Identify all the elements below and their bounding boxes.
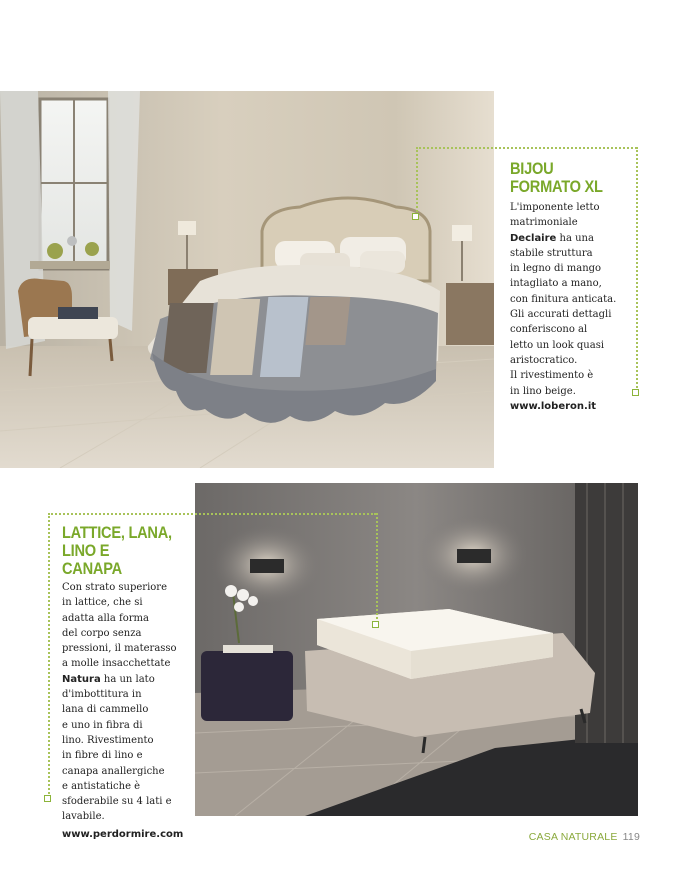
body-line: Il rivestimento è bbox=[510, 370, 594, 382]
page-footer bbox=[529, 831, 640, 843]
dotted-marker bbox=[412, 213, 419, 220]
brand-suffix: ha un lato bbox=[100, 673, 155, 685]
dotted-frame-top bbox=[416, 147, 637, 149]
article-1 bbox=[510, 160, 635, 414]
dotted-frame-right bbox=[636, 147, 638, 391]
article-2-body bbox=[62, 580, 190, 842]
article-1-url[interactable]: www.loberon.it bbox=[510, 400, 597, 412]
body-line: e antistatiche è bbox=[62, 780, 141, 792]
body-line: d'imbottitura in bbox=[62, 689, 142, 701]
body-line bbox=[510, 231, 635, 246]
body-line: L'imponente letto bbox=[510, 202, 600, 213]
article-2-headline bbox=[62, 524, 172, 578]
body-line: sfoderabile su 4 lati e bbox=[62, 796, 172, 808]
dotted-marker bbox=[44, 795, 51, 802]
body-line: in lino beige. bbox=[510, 385, 576, 397]
body-line: pressioni, il materasso bbox=[62, 643, 177, 655]
body-line: e uno in fibra di bbox=[62, 719, 143, 731]
body-line: a molle insacchettate bbox=[62, 658, 171, 670]
page-number: 119 bbox=[622, 831, 640, 843]
article-1-body bbox=[510, 200, 635, 414]
magazine-name: CASA NATURALE bbox=[528, 831, 618, 843]
body-line: canapa anallergiche bbox=[62, 765, 165, 777]
body-line: in legno di mango bbox=[510, 263, 602, 275]
body-line: del corpo senza bbox=[62, 627, 142, 639]
body-line: stabile struttura bbox=[510, 247, 593, 259]
body-line: adatta alla forma bbox=[62, 612, 149, 624]
brand-name: Natura bbox=[62, 673, 101, 685]
body-line: Gli accurati dettagli bbox=[510, 309, 612, 321]
article-2 bbox=[62, 524, 190, 842]
dotted-marker bbox=[372, 621, 379, 628]
article-2-url[interactable]: www.perdormire.com bbox=[62, 828, 184, 840]
headline-line: BIJOU bbox=[510, 159, 554, 178]
mattress-photo bbox=[195, 483, 638, 816]
dotted-frame-right bbox=[376, 513, 378, 623]
dotted-frame-top bbox=[48, 513, 376, 515]
headline-line: LATTICE, LANA, bbox=[62, 523, 172, 542]
body-line: con finitura anticata. bbox=[510, 293, 617, 305]
body-line: letto un look quasi bbox=[510, 339, 605, 351]
body-line: aristocratico. bbox=[510, 354, 578, 366]
body-line: conferiscono al bbox=[510, 324, 588, 336]
body-line: lino. Rivestimento bbox=[62, 734, 154, 746]
dotted-frame-left bbox=[416, 147, 418, 215]
article-1-headline bbox=[510, 160, 618, 196]
body-line: matrimoniale bbox=[510, 217, 578, 229]
body-line: lavabile. bbox=[62, 811, 105, 823]
brand-suffix: ha una bbox=[556, 232, 594, 244]
headline-line: FORMATO XL bbox=[510, 177, 603, 196]
headline-line: LINO E CANAPA bbox=[62, 541, 122, 578]
body-line: in fibre di lino e bbox=[62, 750, 143, 762]
body-line: in lattice, che si bbox=[62, 597, 143, 609]
brand-name: Declaire bbox=[510, 232, 557, 244]
body-line: intagliato a mano, bbox=[510, 278, 602, 290]
body-line: Con strato superiore bbox=[62, 582, 167, 593]
dotted-frame-left bbox=[48, 513, 50, 797]
body-line bbox=[62, 672, 190, 687]
body-line: lana di cammello bbox=[62, 704, 149, 716]
